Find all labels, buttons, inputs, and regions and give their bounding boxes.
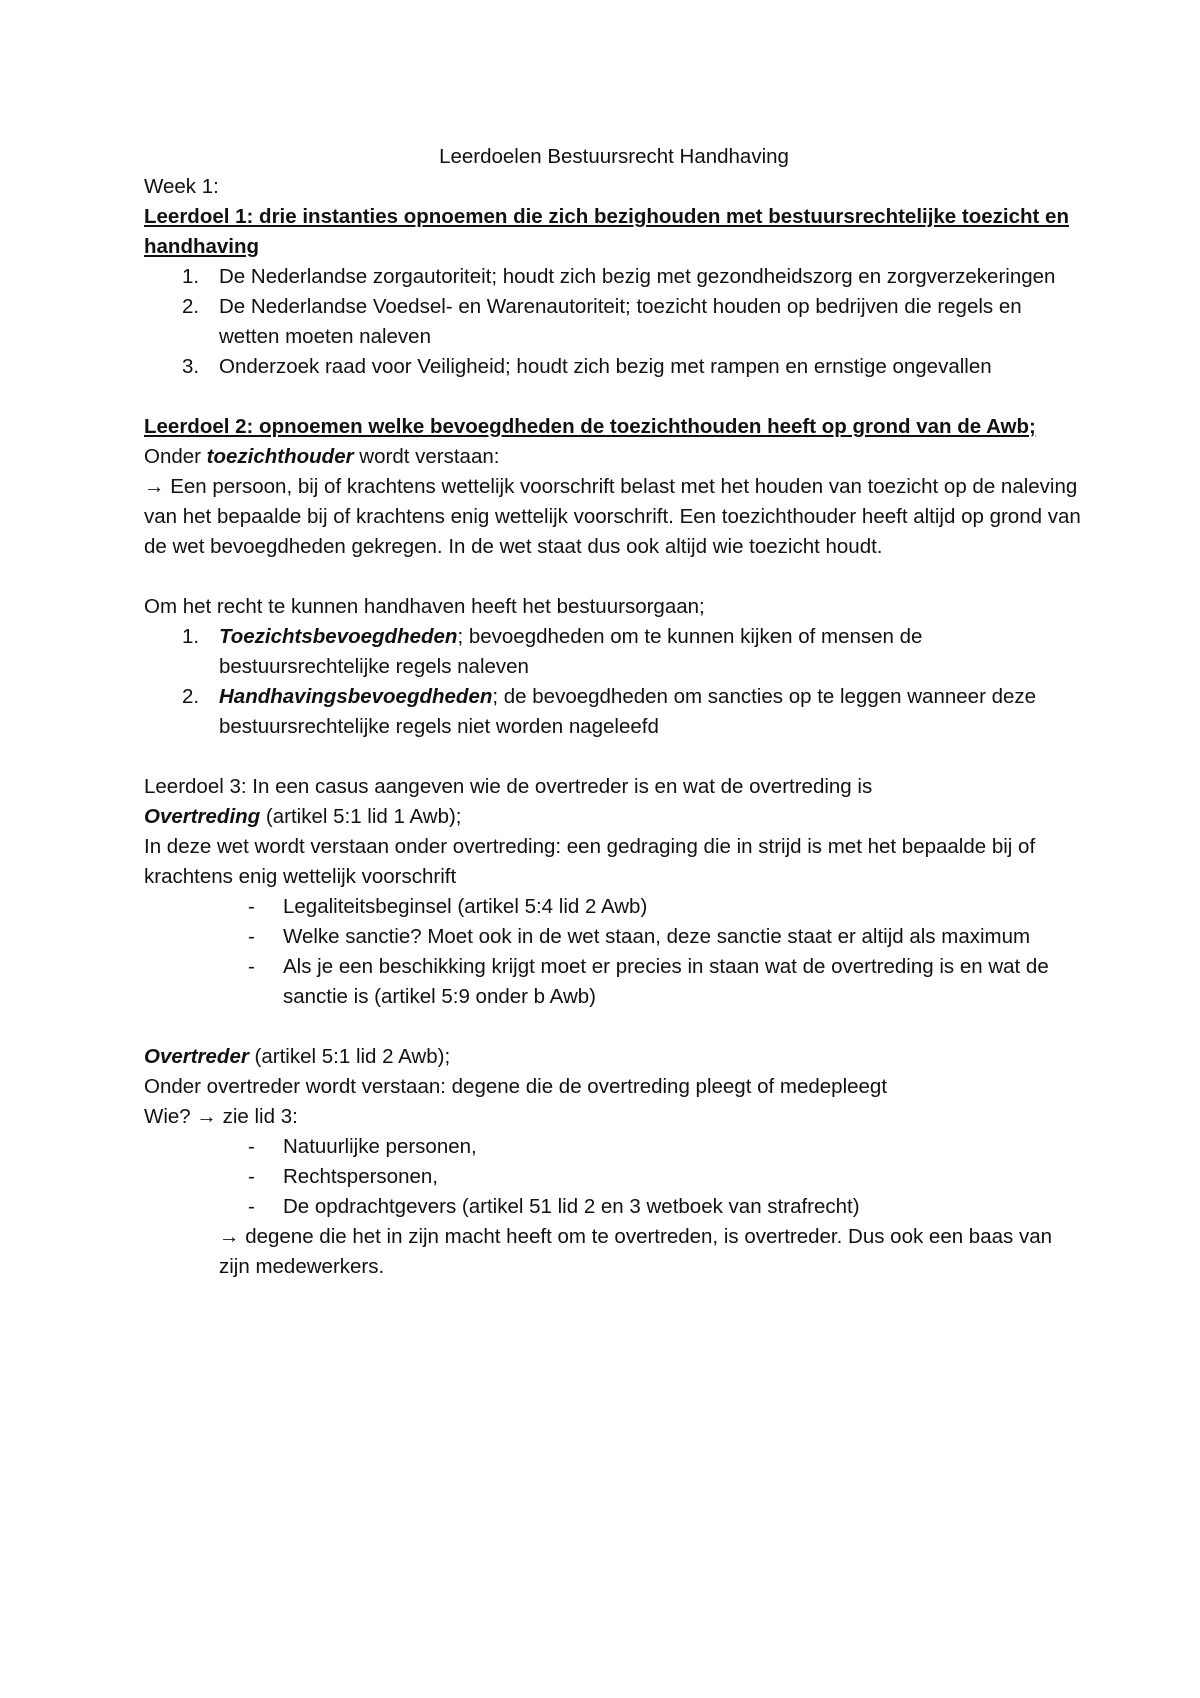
list-item xyxy=(144,1132,1084,1162)
section1-heading: Leerdoel 1: drie instanties opnoemen die zich bezighouden met bestuursrechtelijke toezicht en handhaving xyxy=(144,205,1069,258)
list-item-text: Natuurlijke personen, xyxy=(283,1135,477,1158)
list-item xyxy=(144,292,1084,352)
spacer xyxy=(144,742,1084,772)
list-item xyxy=(144,352,1084,382)
list-item-text: Welke sanctie? Moet ook in de wet staan, deze sanctie staat er altijd als maximum xyxy=(283,925,1031,948)
term-toezichthouder: toezichthouder xyxy=(206,445,354,468)
overtreding-definition: In deze wet wordt verstaan onder overtreding: een gedraging die in strijd is met het bepaalde bij of krachtens enig wettelijk voorschrift xyxy=(144,835,1036,888)
document-title: Leerdoelen Bestuursrecht Handhaving xyxy=(439,145,789,168)
dash-bullet: - xyxy=(248,1195,255,1218)
list-item-text: ; de bevoegdheden om sancties op te leggen wanneer deze bestuursrechtelijke regels niet worden nageleefd xyxy=(219,685,1037,738)
who-line xyxy=(144,1102,1084,1132)
list-item-number: 1. xyxy=(182,625,200,648)
dash-bullet: - xyxy=(248,1165,255,1188)
arrow-right-icon: → xyxy=(196,1105,217,1128)
dash-bullet: - xyxy=(248,955,255,978)
term-overtreding: Overtreding xyxy=(144,805,261,828)
dash-bullet: - xyxy=(248,895,255,918)
list-item-number: 2. xyxy=(182,685,200,708)
list-item xyxy=(144,682,1084,742)
list-item-term: Toezichtsbevoegdheden xyxy=(219,625,458,648)
overtreder-note xyxy=(144,1222,1084,1282)
section2-list xyxy=(144,622,1084,742)
list-item xyxy=(144,952,1084,1012)
list-item-text: Rechtspersonen, xyxy=(283,1165,438,1188)
spacer xyxy=(144,382,1084,412)
list-item xyxy=(144,892,1084,922)
list-item xyxy=(144,922,1084,952)
list-item xyxy=(144,1162,1084,1192)
overtreder-definition: Onder overtreder wordt verstaan: degene die de overtreding pleegt of medepleegt xyxy=(144,1075,888,1098)
list-item-text: ; bevoegdheden om te kunnen kijken of mensen de bestuursrechtelijke regels naleven xyxy=(219,625,923,678)
term-reference: (artikel 5:1 lid 2 Awb); xyxy=(248,1045,451,1068)
list-item-text: Onderzoek raad voor Veiligheid; houdt zich bezig met rampen en ernstige ongevallen xyxy=(219,355,992,378)
list-item-text: De Nederlandse Voedsel- en Warenautoriteit; toezicht houden op bedrijven die regels en wetten moeten naleven xyxy=(219,295,1022,348)
spacer xyxy=(144,562,1084,592)
section2-lead: Om het recht te kunnen handhaven heeft het bestuursorgaan; xyxy=(144,595,705,618)
week-label: Week 1: xyxy=(144,175,219,198)
term-overtreder: Overtreder xyxy=(144,1045,249,1068)
overtreding-line xyxy=(144,802,1084,832)
list-item-text: De Nederlandse zorgautoriteit; houdt zich bezig met gezondheidszorg en zorgverzekeringen xyxy=(219,265,1056,288)
note-text: degene die het in zijn macht heeft om te overtreden, is overtreder. Dus ook een baas van zijn medewerkers. xyxy=(219,1225,1053,1278)
intro-prefix: Onder xyxy=(144,445,207,468)
overtreder-line xyxy=(144,1042,1084,1072)
dash-bullet: - xyxy=(248,925,255,948)
section2-definition xyxy=(144,472,1084,562)
section2-heading: Leerdoel 2: opnoemen welke bevoegdheden de toezichthouden heeft op grond van de Awb; xyxy=(144,415,1036,438)
section3-heading: Leerdoel 3: In een casus aangeven wie de overtreder is en wat de overtreding is xyxy=(144,775,873,798)
arrow-right-icon: → xyxy=(144,475,165,498)
list-item-term: Handhavingsbevoegdheden xyxy=(219,685,493,708)
definition-text: Een persoon, bij of krachtens wettelijk voorschrift belast met het houden van toezicht op de naleving van het bepaalde bij of krachtens enig wettelijk voorschrift. Een toezichthouder heeft altijd op grond van de wet bevoegdheden gekregen. In de wet staat dus ook altijd wie toezicht houdt. xyxy=(144,475,1081,558)
overtreding-bullets xyxy=(144,892,1084,1012)
dash-bullet: - xyxy=(248,1135,255,1158)
section1-list xyxy=(144,262,1084,382)
who-suffix: zie lid 3: xyxy=(216,1105,298,1128)
intro-suffix: wordt verstaan: xyxy=(353,445,500,468)
list-item xyxy=(144,622,1084,682)
list-item-number: 1. xyxy=(182,265,200,288)
list-item-text: De opdrachtgevers (artikel 51 lid 2 en 3 wetboek van strafrecht) xyxy=(283,1195,860,1218)
who-prefix: Wie? xyxy=(144,1105,197,1128)
document-content xyxy=(144,142,1084,1282)
overtreder-bullets xyxy=(144,1132,1084,1222)
list-item-number: 2. xyxy=(182,295,200,318)
term-reference: (artikel 5:1 lid 1 Awb); xyxy=(260,805,462,828)
list-item xyxy=(144,1192,1084,1222)
list-item-number: 3. xyxy=(182,355,200,378)
spacer xyxy=(144,1012,1084,1042)
arrow-right-icon: → xyxy=(219,1225,240,1248)
list-item-text: Legaliteitsbeginsel (artikel 5:4 lid 2 Awb) xyxy=(283,895,648,918)
list-item xyxy=(144,262,1084,292)
list-item-text: Als je een beschikking krijgt moet er precies in staan wat de overtreding is en wat de sanctie is (artikel 5:9 onder b Awb) xyxy=(283,955,1049,1008)
section2-intro xyxy=(144,442,1084,472)
